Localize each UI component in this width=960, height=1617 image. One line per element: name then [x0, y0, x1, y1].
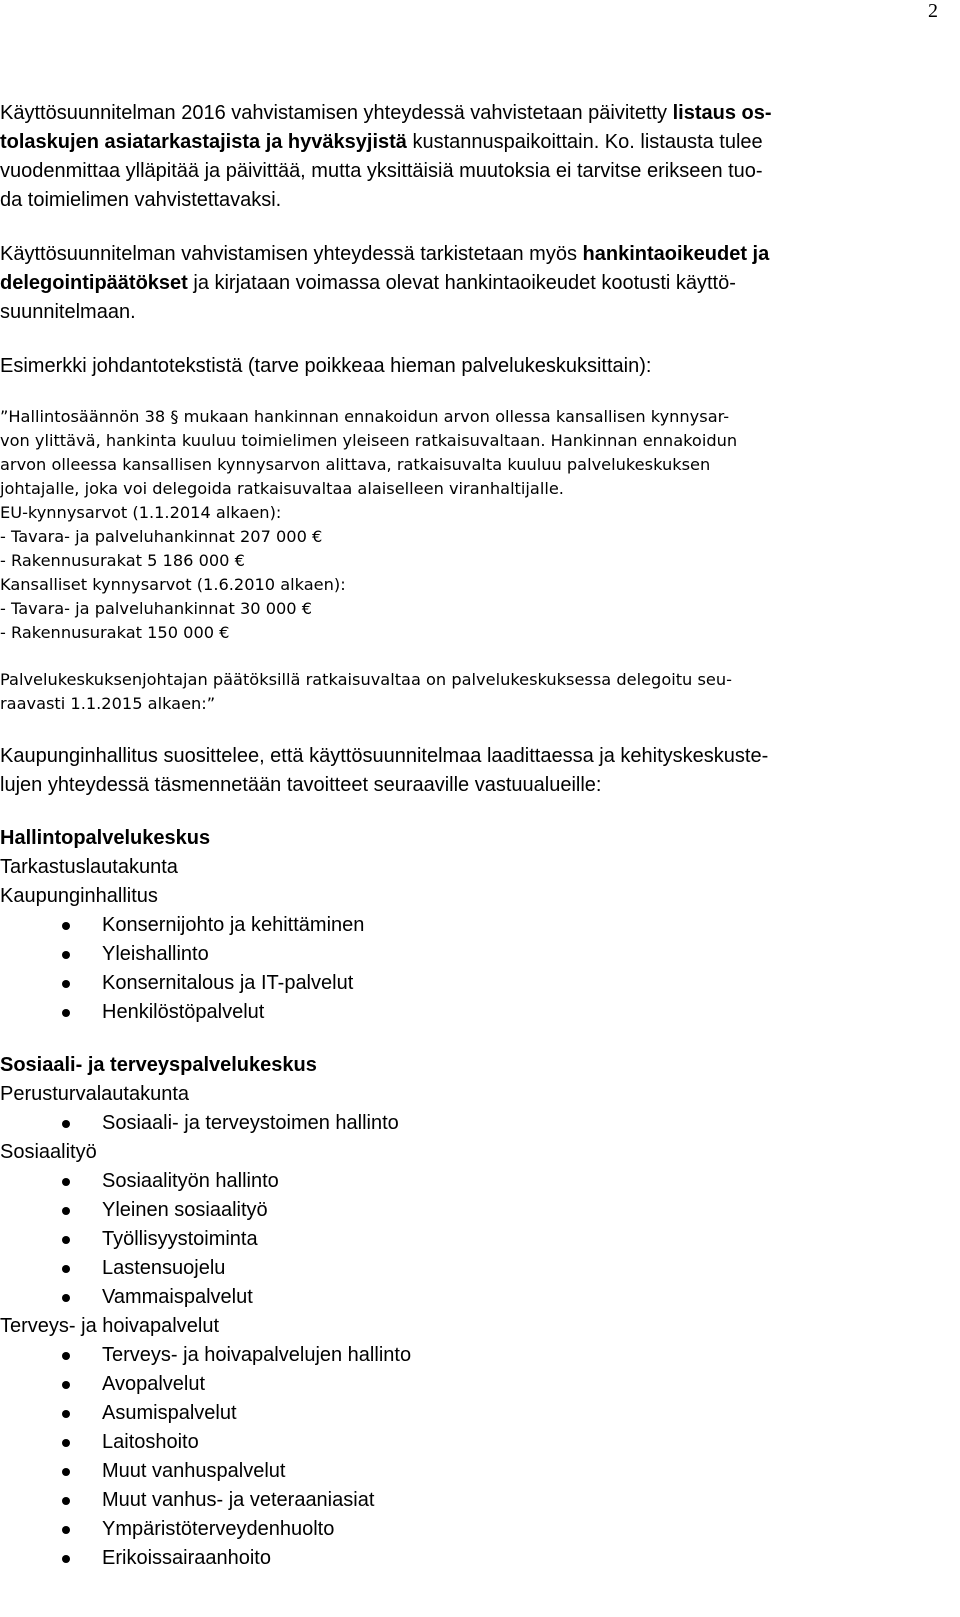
- section-hallintopalvelukeskus: [0, 824, 364, 1027]
- bullet-list: [0, 911, 364, 1027]
- list-item: Konsernitalous ja IT-palvelut: [0, 969, 364, 998]
- bullet-icon: [62, 1120, 70, 1128]
- quote-line: raavasti 1.1.2015 alkaen:”: [0, 694, 216, 713]
- page-number: 2: [928, 0, 938, 22]
- text: ja kirjataan voimassa olevat hankintaoikeudet kootusti käyttö-: [187, 272, 736, 294]
- quote-line: ”Hallintosäännön 38 § mukaan hankinnan ennakoidun arvon ollessa kansallisen kynnysar-: [0, 407, 730, 426]
- section-sosiaali-ja-terveyspalvelukeskus: [0, 1051, 411, 1573]
- paragraph-example-intro: Esimerkki johdantotekstistä (tarve poikkeaa hieman palvelukeskuksittain):: [0, 355, 652, 377]
- quote-line: - Rakennusurakat 5 186 000 €: [0, 551, 245, 570]
- bullet-list: [0, 1167, 411, 1312]
- list-item: Konsernijohto ja kehittäminen: [0, 911, 364, 940]
- list-item: Yleishallinto: [0, 940, 364, 969]
- list-item: Terveys- ja hoivapalvelujen hallinto: [0, 1341, 411, 1370]
- bullet-icon: [62, 1294, 70, 1302]
- bold-text: hankintaoikeudet ja: [582, 243, 770, 265]
- quote-block: [0, 405, 737, 645]
- bullet-icon: [62, 1352, 70, 1360]
- section-heading: Sosiaali- ja terveyspalvelukeskus: [0, 1054, 317, 1076]
- bold-text: delegointipäätökset: [0, 272, 188, 294]
- text: vuodenmittaa ylläpitää ja päivittää, mutta yksittäisiä muutoksia ei tarvitse erikseen tuo-: [0, 160, 763, 182]
- text: Käyttösuunnitelman vahvistamisen yhteydessä tarkistetaan myös: [0, 243, 583, 265]
- paragraph-hankintaoikeudet: [0, 240, 769, 327]
- list-item: Sosiaalityön hallinto: [0, 1167, 411, 1196]
- unit-title: Kaupunginhallitus: [0, 885, 158, 907]
- text: Käyttösuunnitelman 2016 vahvistamisen yhteydessä vahvistetaan päivitetty: [0, 102, 673, 124]
- text: da toimielimen vahvistettavaksi.: [0, 189, 282, 211]
- bullet-list: [0, 1341, 411, 1573]
- list-item: Ympäristöterveydenhuolto: [0, 1515, 411, 1544]
- text: lujen yhteydessä täsmennetään tavoitteet seuraaville vastuualueille:: [0, 774, 602, 796]
- bullet-icon: [62, 980, 70, 988]
- text: kustannuspaikoittain. Ko. listausta tulee: [406, 131, 763, 153]
- unit-title: Sosiaalityö: [0, 1141, 97, 1163]
- bullet-icon: [62, 1381, 70, 1389]
- bullet-icon: [62, 1207, 70, 1215]
- unit-title: Tarkastuslautakunta: [0, 856, 178, 878]
- list-item: Muut vanhus- ja veteraaniasiat: [0, 1486, 411, 1515]
- section-heading: Hallintopalvelukeskus: [0, 827, 211, 849]
- list-item: Avopalvelut: [0, 1370, 411, 1399]
- list-item: Laitoshoito: [0, 1428, 411, 1457]
- bullet-icon: [62, 1265, 70, 1273]
- list-item: Asumispalvelut: [0, 1399, 411, 1428]
- quote-line: - Rakennusurakat 150 000 €: [0, 623, 230, 642]
- bullet-icon: [62, 1468, 70, 1476]
- quote-line: arvon olleessa kansallisen kynnysarvon alittava, ratkaisuvalta kuuluu palvelukeskuksen: [0, 455, 711, 474]
- bullet-list: [0, 1109, 411, 1138]
- bullet-icon: [62, 922, 70, 930]
- list-item: Sosiaali- ja terveystoimen hallinto: [0, 1109, 411, 1138]
- quote-line: Palvelukeskuksenjohtajan päätöksillä ratkaisuvaltaa on palvelukeskuksessa delegoitu seu-: [0, 670, 732, 689]
- quote-line: - Tavara- ja palveluhankinnat 30 000 €: [0, 599, 313, 618]
- bold-text: tolaskujen asiatarkastajista ja hyväksyjistä: [0, 131, 407, 153]
- list-item: Lastensuojelu: [0, 1254, 411, 1283]
- text: Kaupunginhallitus suosittelee, että käyttösuunnitelmaa laadittaessa ja kehityskeskuste-: [0, 745, 769, 767]
- bullet-icon: [62, 1526, 70, 1534]
- quote-block-delegation: [0, 668, 732, 716]
- bullet-icon: [62, 1497, 70, 1505]
- bullet-icon: [62, 1178, 70, 1186]
- bullet-icon: [62, 1439, 70, 1447]
- list-item: Erikoissairaanhoito: [0, 1544, 411, 1573]
- bullet-icon: [62, 1555, 70, 1563]
- list-item: Vammaispalvelut: [0, 1283, 411, 1312]
- quote-line: von ylittävä, hankinta kuuluu toimielimen yleiseen ratkaisuvaltaan. Hankinnan ennakoidun: [0, 431, 738, 450]
- list-item: Henkilöstöpalvelut: [0, 998, 364, 1027]
- text: suunnitelmaan.: [0, 301, 136, 323]
- paragraph-listaus: [0, 99, 772, 215]
- quote-line: - Tavara- ja palveluhankinnat 207 000 €: [0, 527, 323, 546]
- list-item: Muut vanhuspalvelut: [0, 1457, 411, 1486]
- bullet-icon: [62, 1009, 70, 1017]
- bullet-icon: [62, 1410, 70, 1418]
- bold-text: listaus os-: [672, 102, 772, 124]
- quote-line: Kansalliset kynnysarvot (1.6.2010 alkaen):: [0, 575, 346, 594]
- list-item: Työllisyystoiminta: [0, 1225, 411, 1254]
- bullet-icon: [62, 951, 70, 959]
- bullet-icon: [62, 1236, 70, 1244]
- quote-line: johtajalle, joka voi delegoida ratkaisuvaltaa alaiselleen viranhaltijalle.: [0, 479, 564, 498]
- list-item: Yleinen sosiaalityö: [0, 1196, 411, 1225]
- quote-line: EU-kynnysarvot (1.1.2014 alkaen):: [0, 503, 282, 522]
- unit-title: Perusturvalautakunta: [0, 1083, 190, 1105]
- unit-title: Terveys- ja hoivapalvelut: [0, 1315, 219, 1337]
- paragraph-recommendation: [0, 742, 768, 800]
